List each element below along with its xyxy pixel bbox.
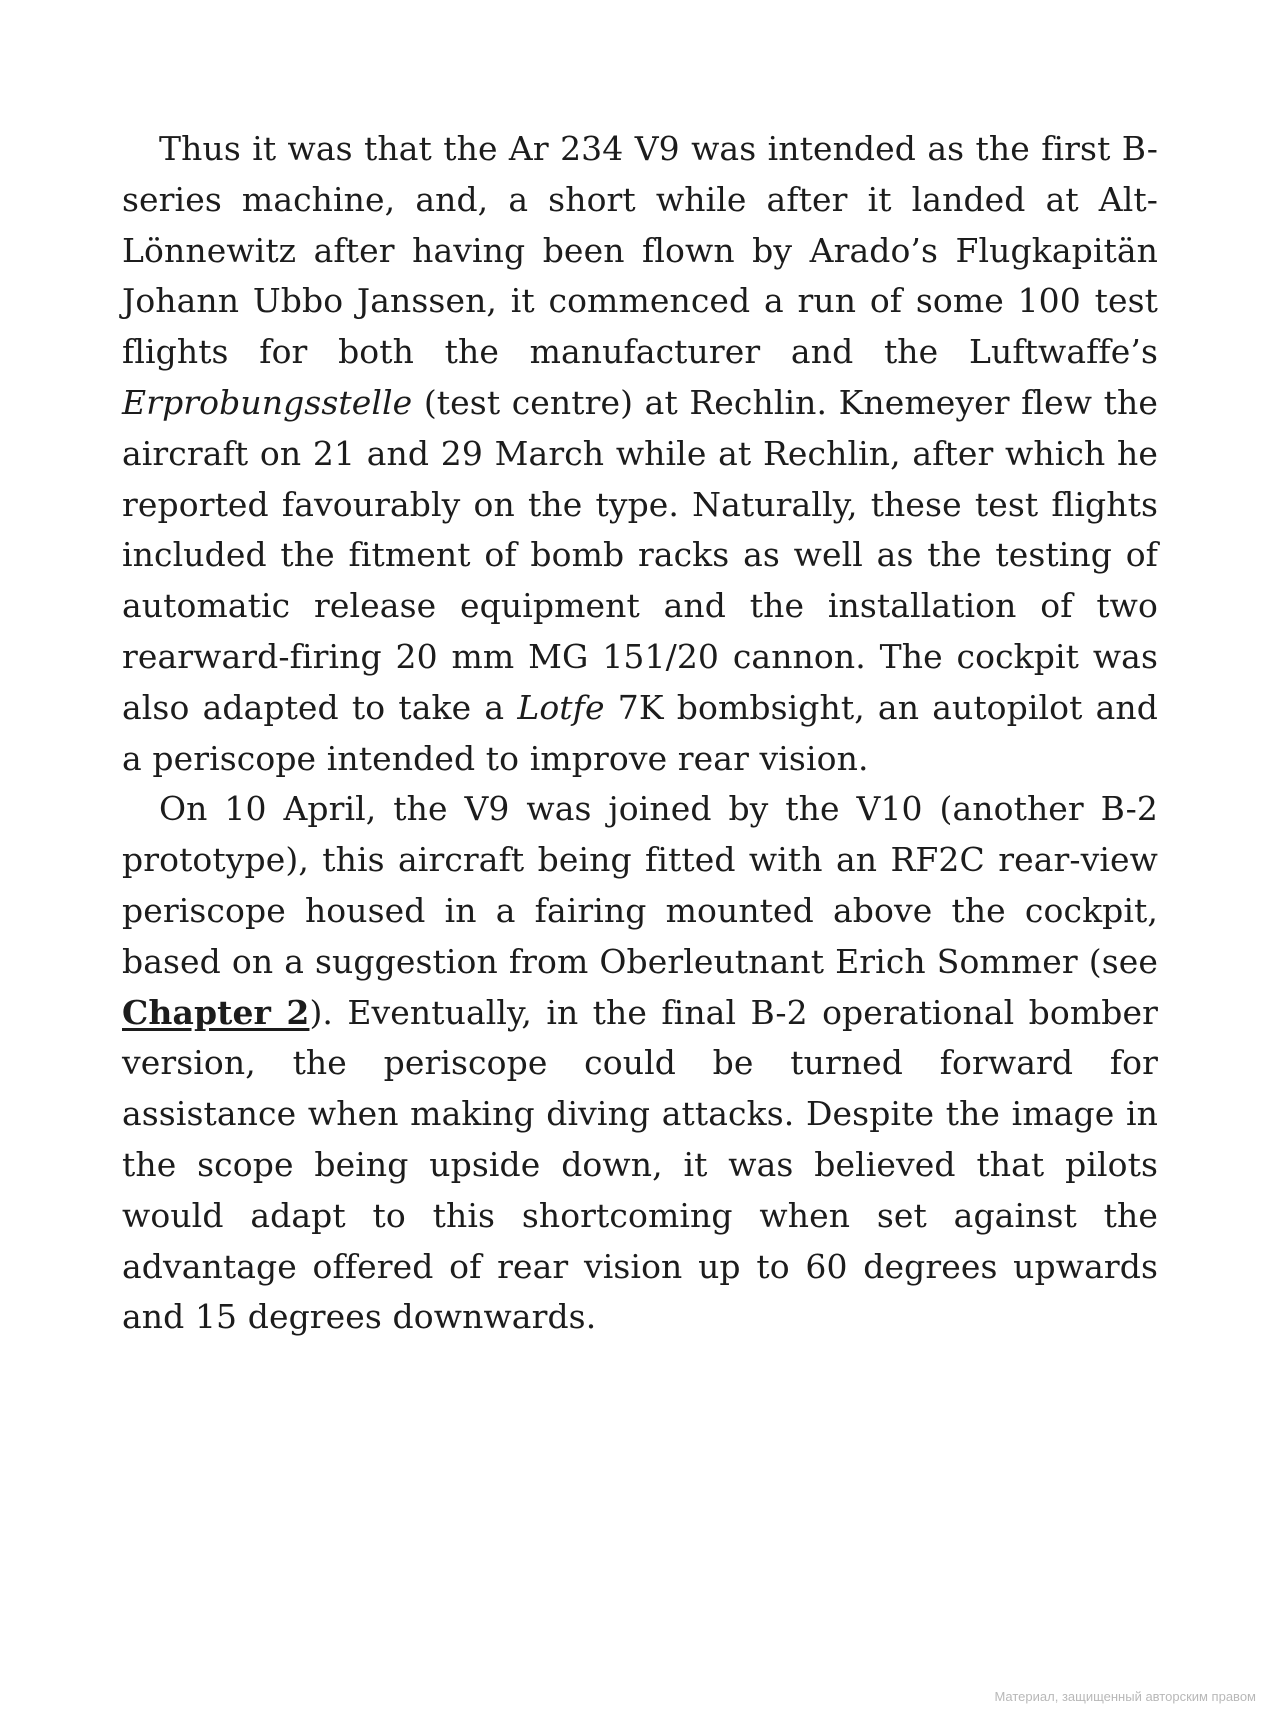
copyright-watermark: Материал, защищенный авторским правом: [994, 1689, 1256, 1704]
paragraph-2-text-a: On 10 April, the V9 was joined by the V10 (another B-2 prototype), this aircraft being fitted with an RF2C rear-view periscope housed in a fairing mounted above the cockpit, based on a suggestion from Oberleutnant Erich Sommer (see: [122, 789, 1158, 981]
paragraph-1: [122, 124, 1158, 784]
chapter-2-link[interactable]: Chapter 2: [122, 992, 310, 1032]
paragraph-1-text-a: Thus it was that the Ar 234 V9 was intended as the first B-series machine, and, a short while after it landed at Alt-Lönnewitz after having been flown by Arado’s Flugkapitän Johann Ubbo Janssen, it commenced a run of some 100 test flights for both the manufacturer and the Luftwaffe’s: [122, 129, 1158, 372]
paragraph-2-text-b: ). Eventually, in the final B-2 operational bomber version, the periscope could be turned forward for assistance when making diving attacks. Despite the image in the scope being upside down, it was believed that pilots would adapt to this shortcoming when set against the advantage offered of rear vision up to 60 degrees upwards and 15 degrees downwards.: [122, 992, 1158, 1337]
lotfe-term: Lotfe: [517, 687, 605, 727]
paragraph-1-text-b: (test centre) at Rechlin. Knemeyer flew the aircraft on 21 and 29 March while at Rechlin, after which he reported favourably on the type. Naturally, these test flights included the fitment of bomb racks as well as the testing of automatic release equipment and the installation of two rearward-firing 20 mm MG 151/20 cannon. The cockpit was also adapted to take a: [122, 382, 1158, 727]
paragraph-2: [122, 784, 1158, 1343]
paragraph-1-text-c: 7K bombsight, an autopilot and a periscope intended to improve rear vision.: [122, 687, 1159, 778]
erprobungsstelle-term: Erprobungsstelle: [122, 382, 413, 422]
page-body: [122, 124, 1158, 1343]
